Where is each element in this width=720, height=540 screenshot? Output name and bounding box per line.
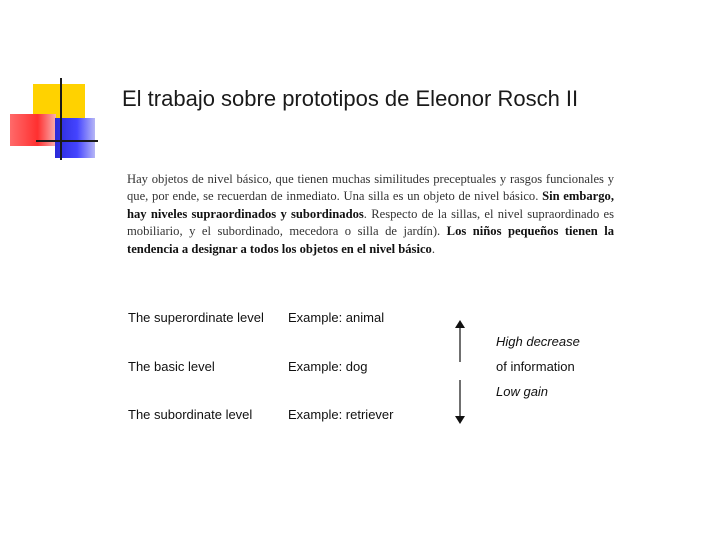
- low-gain-label: Low gain: [496, 384, 549, 399]
- of-information-label: of information: [496, 359, 575, 374]
- logo-vertical-line: [60, 78, 62, 160]
- basic-level-label: The basic level: [128, 359, 215, 374]
- slide-title: El trabajo sobre prototipos de Eleonor Rosch II: [122, 86, 579, 111]
- paragraph-run: . Respecto de la sillas, el nivel supraordinado es mobiliario, y el subordinado, mecedora o silla de jardín).: [127, 206, 614, 239]
- paragraph-run: Hay objetos de nivel básico, que tienen muchas similitudes preceptuales y rasgos funcionales y que, por ende, se recuerdan de inmediato. Una silla es un objeto de nivel básico.: [127, 172, 614, 204]
- arrow-up-head: [455, 320, 465, 328]
- arrow-down-head: [455, 416, 465, 424]
- body-paragraph: [127, 171, 614, 258]
- superordinate-example: Example: animal: [288, 310, 385, 325]
- superordinate-level-label: The superordinate level: [128, 310, 264, 325]
- subordinate-level-label: The subordinate level: [128, 407, 253, 422]
- basic-example: Example: dog: [288, 359, 368, 374]
- double-arrow-icon: [450, 318, 470, 426]
- logo-horizontal-line: [36, 140, 98, 142]
- paragraph-run: .: [431, 241, 435, 256]
- paragraph-run-bold: Los niños pequeños tienen la tendencia a designar a todos los objetos en el nivel básico: [127, 224, 615, 256]
- slide-logo-decoration: [0, 0, 110, 170]
- subordinate-example: Example: retriever: [288, 407, 394, 422]
- paragraph-run-bold: Sin embargo, hay niveles supraordinados y subordinados: [127, 189, 615, 221]
- high-decrease-label: High decrease: [496, 334, 580, 349]
